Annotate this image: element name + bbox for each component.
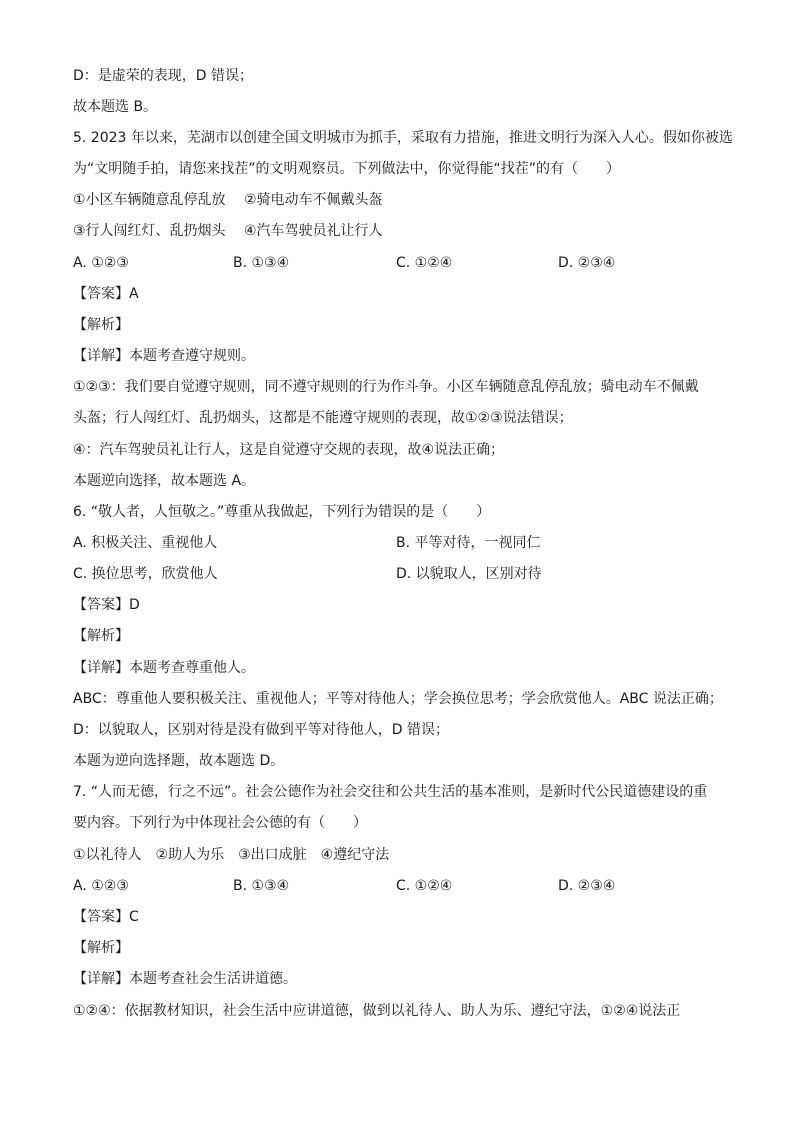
question-6-stem: 6. “敬人者，人恒敬之。”尊重从我做起，下列行为错误的是（ ）	[73, 504, 491, 520]
detail-line: 本题为逆向选择题，故本题选 D。	[73, 753, 285, 769]
question-5-stem: 为“文明随手拍，请您来找茬”的文明观察员。下列做法中，你觉得能“找茬”的有（ ）	[73, 161, 621, 177]
detail-line: ABC：尊重他人要积极关注、重视他人；平等对待他人；学会换位思考；学会欣赏他人。ABC 说法正确；	[73, 691, 723, 707]
option-d: D. ②③④	[558, 878, 616, 894]
detail-line: 【详解】本题考查遵守规则。	[73, 348, 255, 364]
option-c: C. ①②④	[396, 255, 453, 271]
question-7-statements: ①以礼待人 ②助人为乐 ③出口成脏 ④遵纪守法	[73, 847, 390, 863]
detail-line: 【详解】本题考查尊重他人。	[73, 660, 255, 676]
option-d: D. ②③④	[558, 255, 616, 271]
option-a: A. ①②③	[73, 255, 129, 271]
option-a: A. 积极关注、重视他人	[73, 535, 218, 551]
question-7-stem: 要内容。下列行为中体现社会公德的有（ ）	[73, 815, 367, 831]
answer-label: 【答案】D	[73, 597, 140, 613]
option-b: B. 平等对待，一视同仁	[396, 535, 541, 551]
analysis-label: 【解析】	[73, 317, 129, 333]
text-line: 故本题选 B。	[73, 99, 158, 115]
detail-line: ①②④：依据教材知识，社会生活中应讲道德，做到以礼待人、助人为乐、遵纪守法，①②④说法正	[73, 1003, 681, 1019]
option-b: B. ①③④	[233, 878, 290, 894]
answer-label: 【答案】C	[73, 909, 139, 925]
answer-label: 【答案】A	[73, 286, 139, 302]
option-c: C. 换位思考，欣赏他人	[73, 566, 218, 582]
text-line: D：是虚荣的表现，D 错误；	[73, 68, 254, 84]
detail-line: 【详解】本题考查社会生活讲道德。	[73, 971, 297, 987]
detail-line: 本题逆向选择，故本题选 A。	[73, 473, 256, 489]
option-a: A. ①②③	[73, 878, 129, 894]
option-d: D. 以貌取人，区别对待	[396, 566, 542, 582]
detail-line: 头盔；行人闯红灯、乱扔烟头，这都是不能遵守规则的表现，故①②③说法错误；	[73, 410, 573, 426]
detail-line: D：以貌取人，区别对待是没有做到平等对待他人，D 错误；	[73, 722, 450, 738]
question-7-stem: 7. “人而无德，行之不远”。社会公德作为社会交往和公共生活的基本准则，是新时代公民道德建设的重	[73, 784, 708, 800]
option-c: C. ①②④	[396, 878, 453, 894]
analysis-label: 【解析】	[73, 628, 129, 644]
detail-line: ①②③：我们要自觉遵守规则，同不遵守规则的行为作斗争。小区车辆随意乱停乱放；骑电动车不佩戴	[73, 379, 699, 395]
analysis-label: 【解析】	[73, 940, 129, 956]
question-5-statements: ③行人闯红灯、乱扔烟头 ④汽车驾驶员礼让行人	[73, 223, 383, 239]
question-5-stem: 5. 2023 年以来，芜湖市以创建全国文明城市为抓手，采取有力措施，推进文明行为深入人心。假如你被选	[73, 130, 733, 146]
detail-line: ④：汽车驾驶员礼让行人，这是自觉遵守交规的表现，故④说法正确；	[73, 442, 505, 458]
option-b: B. ①③④	[233, 255, 290, 271]
question-5-statements: ①小区车辆随意乱停乱放 ②骑电动车不佩戴头盔	[73, 192, 383, 208]
